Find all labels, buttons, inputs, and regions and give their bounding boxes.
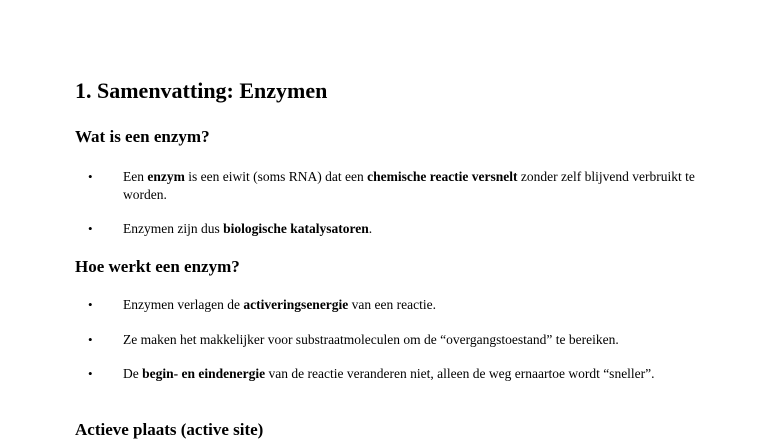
section-heading-hoe-werkt-een-enzym: Hoe werkt een enzym?	[75, 257, 240, 276]
section-heading-wat-is-een-enzym: Wat is een enzym?	[75, 127, 210, 146]
bullet-item	[88, 331, 728, 349]
bullet-text: Ze maken het makkelijker voor substraatmoleculen om de “overgangstoestand” te bereiken.	[123, 332, 619, 347]
bullet-icon: •	[88, 169, 93, 184]
bullet-text: Een enzym is een eiwit (soms RNA) dat een chemische reactie versnelt zonder zelf blijvend verbruikt te worden.	[123, 169, 695, 202]
bullet-icon: •	[88, 221, 93, 236]
bullet-text: Enzymen verlagen de activeringsenergie van een reactie.	[123, 297, 436, 312]
bullet-item	[88, 220, 728, 238]
bullet-text: Enzymen zijn dus biologische katalysatoren.	[123, 221, 373, 236]
bold-term: activeringsenergie	[243, 297, 349, 312]
bullet-text: De begin- en eindenergie van de reactie veranderen niet, alleen de weg ernaartoe wordt “sneller”.	[123, 366, 655, 381]
bold-term: begin- en eindenergie	[142, 366, 266, 381]
bullet-icon: •	[88, 297, 93, 312]
bold-term: biologische katalysatoren	[223, 221, 369, 236]
bullet-icon: •	[88, 366, 93, 381]
bullet-item	[88, 365, 728, 383]
document-title: 1. Samenvatting: Enzymen	[75, 78, 328, 103]
bold-term: chemische reactie versnelt	[367, 169, 518, 184]
bold-term: enzym	[147, 169, 185, 184]
section-heading-actieve-plaats: Actieve plaats (active site)	[75, 420, 264, 439]
bullet-item	[88, 168, 728, 204]
bullet-item	[88, 296, 728, 314]
bullet-icon: •	[88, 332, 93, 347]
